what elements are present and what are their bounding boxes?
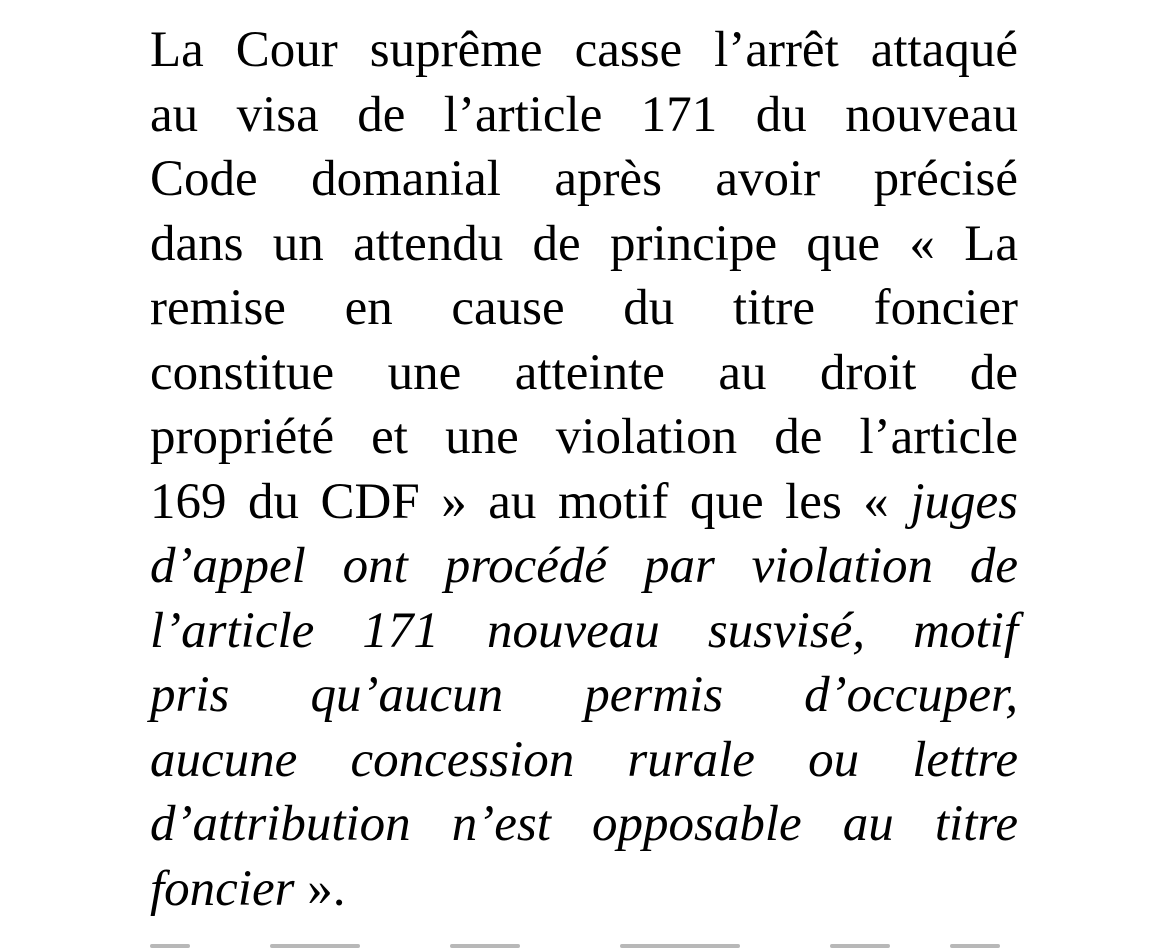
paragraph-line xyxy=(150,534,1018,599)
paragraph-line xyxy=(150,405,1018,470)
paragraph-line xyxy=(150,857,1018,922)
paragraph-line xyxy=(150,83,1018,148)
paragraph-line xyxy=(150,792,1018,857)
paragraph-line xyxy=(150,276,1018,341)
paragraph-line xyxy=(150,212,1018,277)
line-text: dans un attendu de principe que « La xyxy=(150,215,1018,272)
italic-quote-text: d’attribution n’est opposable au titre xyxy=(150,796,1018,852)
paragraph-line xyxy=(150,470,1018,535)
paragraph-line xyxy=(150,341,1018,406)
body-paragraph xyxy=(150,18,1018,921)
line-text: Code domanial après avoir précisé xyxy=(150,151,1018,207)
paragraph-line xyxy=(150,599,1018,664)
paragraph-line xyxy=(150,728,1018,793)
italic-quote-text: aucune concession rurale ou lettre xyxy=(150,731,1018,788)
paragraph-line xyxy=(150,663,1018,728)
line-text: La Cour suprême casse l’arrêt attaqué xyxy=(150,22,1018,78)
italic-quote-text: l’article 171 nouveau susvisé, motif xyxy=(150,602,1018,659)
italic-quote-text: foncier xyxy=(150,860,295,917)
cut-off-next-line xyxy=(150,938,1010,950)
line-text: remise en cause du titre foncier xyxy=(150,280,1018,336)
line-text: ». xyxy=(294,860,346,917)
line-text: 169 du CDF » au motif que les « xyxy=(150,473,911,530)
line-text: propriété et une violation de l’article xyxy=(150,409,1018,465)
paragraph-line xyxy=(150,147,1018,212)
line-text: au visa de l’article 171 du nouveau xyxy=(150,86,1018,143)
line-text: constitue une atteinte au droit de xyxy=(150,344,1018,401)
italic-quote-text: d’appel ont procédé par violation de xyxy=(150,538,1018,594)
italic-quote-text: juges xyxy=(910,473,1018,530)
italic-quote-text: pris qu’aucun permis d’occuper, xyxy=(150,667,1018,723)
paragraph-line xyxy=(150,18,1018,83)
